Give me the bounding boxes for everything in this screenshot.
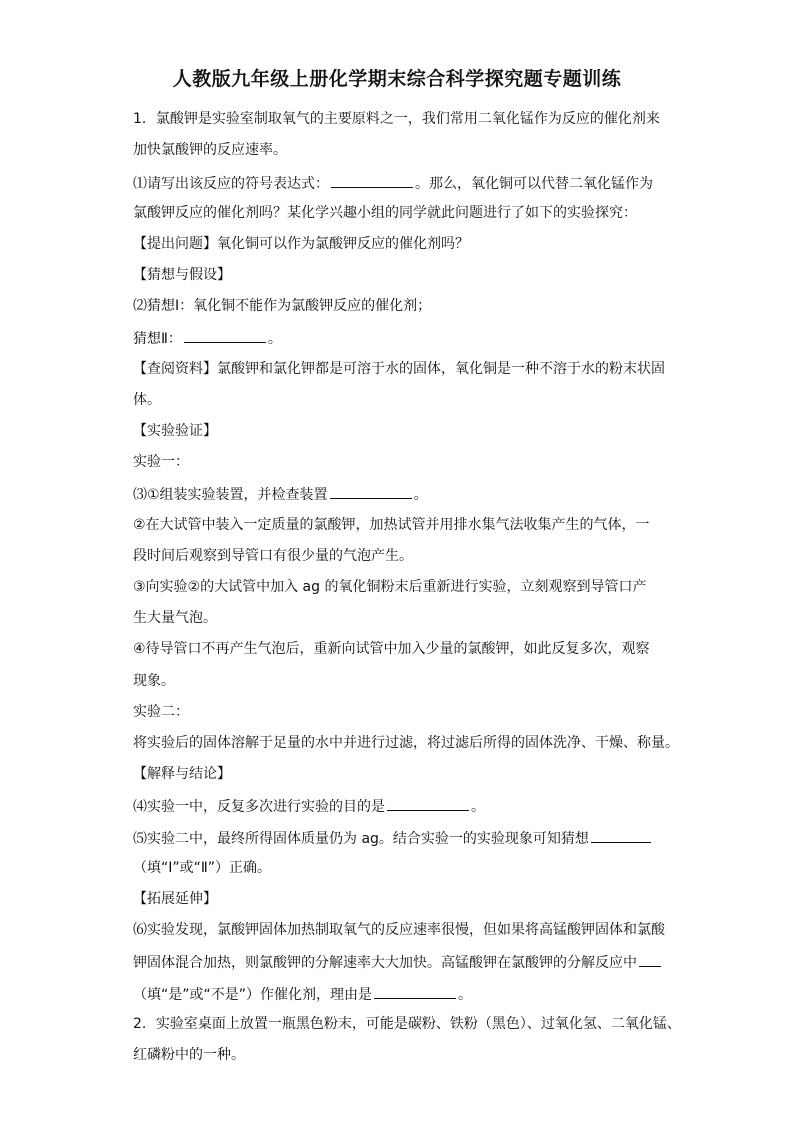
- q1-step3-line: 生大量气泡。: [133, 610, 217, 626]
- q1-text-line: 体。: [133, 392, 161, 408]
- q1-step4-line: 现象。: [133, 673, 175, 689]
- part6-period: 。: [458, 987, 473, 1003]
- answer-blank[interactable]: [184, 327, 266, 343]
- answer-blank[interactable]: [639, 951, 661, 967]
- answer-blank[interactable]: [374, 983, 456, 999]
- page-title: 人教版九年级上册化学期末综合科学探究题专题训练: [172, 68, 622, 90]
- q1-part6-line: [133, 983, 472, 1005]
- q1-part4-line: [133, 795, 485, 817]
- q1-step4-line: ④待导管口不再产生气泡后，重新向试管中加入少量的氯酸钾，如此反复多次，观察: [133, 641, 650, 657]
- step1-period: 。: [413, 487, 428, 503]
- answer-blank[interactable]: [387, 795, 469, 811]
- section-heading-question: 【提出问题】氧化铜可以作为氯酸钾反应的催化剂吗？: [133, 236, 469, 252]
- q1-text-line: 加快氯酸钾的反应速率。: [133, 142, 287, 158]
- experiment-2-label: 实验二：: [133, 704, 189, 720]
- section-heading-extension: 【拓展延伸】: [133, 891, 217, 907]
- q1-part6-line: [133, 951, 663, 973]
- q1-part1-line: [133, 172, 653, 194]
- step1-text: ⑶①组装实验装置，并检查装置: [133, 487, 328, 503]
- part5-text: ⑸实验二中，最终所得固体质量仍为 ag。结合实验一的实验现象可知猜想: [133, 831, 589, 847]
- q1-part2-hypothesis-2: [133, 327, 282, 349]
- q1-part1-continuation: 。那么，氧化铜可以代替二氧化锰作为: [415, 176, 653, 192]
- section-heading-verification: 【实验验证】: [133, 423, 217, 439]
- part6-reason-text: （填“是”或“不是”）作催化剂，理由是: [133, 987, 373, 1003]
- answer-blank[interactable]: [330, 483, 412, 499]
- q1-step2-line: ②在大试管中装入一定质量的氯酸钾，加热试管并用排水集气法收集产生的气体，一: [133, 517, 650, 533]
- part6-text: 钾固体混合加热，则氯酸钾的分解速率大大加快。高锰酸钾在氯酸钾的分解反应中: [133, 955, 637, 971]
- hypothesis-2-label: 猜想Ⅱ：: [133, 331, 182, 347]
- part4-text: ⑷实验一中，反复多次进行实验的目的是: [133, 799, 385, 815]
- q1-part6-line: ⑹实验发现，氯酸钾固体加热制取氧气的反应速率很慢，但如果将高锰酸钾固体和氯酸: [133, 922, 665, 938]
- experiment-1-label: 实验一：: [133, 454, 189, 470]
- section-heading-hypothesis: 【猜想与假设】: [133, 267, 231, 283]
- q1-part3-step1: [133, 483, 428, 505]
- q1-part1-prompt: ⑴请写出该反应的符号表达式：: [133, 176, 329, 192]
- q1-text-line: （填“Ⅰ”或“Ⅱ”）正确。: [133, 860, 272, 876]
- q1-part2-hypothesis-1: ⑵猜想Ⅰ：氧化铜不能作为氯酸钾反应的催化剂；: [133, 298, 432, 314]
- answer-blank[interactable]: [591, 827, 651, 843]
- q1-step2-line: 段时间后观察到导管口有很少量的气泡产生。: [133, 548, 413, 564]
- answer-blank[interactable]: [331, 172, 413, 188]
- q2-text-line: 红磷粉中的一种。: [133, 1047, 245, 1063]
- hypothesis-2-period: 。: [267, 331, 282, 347]
- part4-period: 。: [471, 799, 485, 815]
- q1-part5-line: [133, 827, 653, 849]
- experiment-2-text: 将实验后的固体溶解于足量的水中并进行过滤，将过滤后所得的固体洗净、干燥、称量。: [133, 735, 679, 751]
- q2-text-line: 2．实验室桌面上放置一瓶黑色粉末，可能是碳粉、铁粉（黑色）、过氧化氢、二氧化锰、: [133, 1016, 681, 1032]
- q1-text-line: 1．氯酸钾是实验室制取氧气的主要原料之一，我们常用二氧化锰作为反应的催化剂来: [133, 111, 660, 127]
- q1-text-line: 氯酸钾反应的催化剂吗？某化学兴趣小组的同学就此问题进行了如下的实验探究：: [133, 205, 637, 221]
- section-heading-conclusion: 【解释与结论】: [133, 766, 231, 782]
- q1-step3-line: ③向实验②的大试管中加入 ag 的氧化铜粉末后重新进行实验，立刻观察到导管口产: [133, 579, 647, 595]
- section-reference-info: 【查阅资料】氯酸钾和氯化钾都是可溶于水的固体，氧化铜是一种不溶于水的粉末状固: [133, 361, 665, 377]
